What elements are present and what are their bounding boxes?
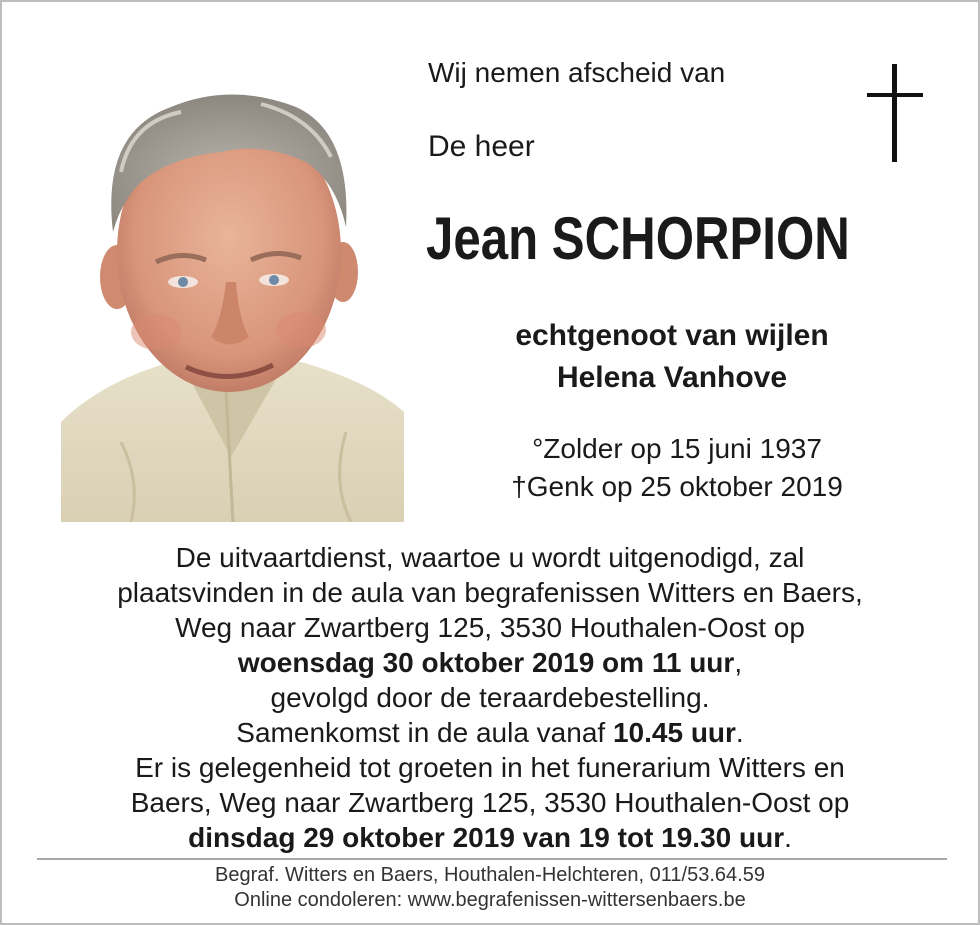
title-prefix: De heer bbox=[428, 130, 535, 163]
service-date-suffix: , bbox=[734, 647, 743, 678]
funeral-home-info: Begraf. Witters en Baers, Houthalen-Helchteren, 011/53.64.59 bbox=[215, 864, 765, 886]
visitation-line: Er is gelegenheid tot groeten in het funerarium Witters en bbox=[135, 752, 845, 783]
online-condolence-info: Online condoleren: www.begrafenissen-wittersenbaers.be bbox=[234, 889, 746, 911]
visitation-line: Baers, Weg naar Zwartberg 125, 3530 Houthalen-Oost op bbox=[130, 787, 850, 818]
visitation-date: dinsdag 29 oktober 2019 van 19 tot 19.30 uur bbox=[188, 822, 785, 853]
spouse-name: Helena Vanhove bbox=[556, 361, 788, 394]
funeral-details bbox=[2, 540, 978, 855]
visitation-date-suffix: . bbox=[784, 822, 792, 853]
death-info: †Genk op 25 oktober 2019 bbox=[511, 471, 843, 502]
visitation-date-line bbox=[2, 820, 978, 855]
service-line: gevolgd door de teraardebestelling. bbox=[270, 682, 710, 713]
gathering-time: 10.45 uur bbox=[612, 717, 736, 748]
service-line: plaatsvinden in de aula van begrafenissen Witters en Baers, bbox=[117, 577, 863, 608]
gathering-prefix: Samenkomst in de aula vanaf bbox=[236, 717, 613, 748]
deceased-name: Jean SCHORPION bbox=[426, 205, 850, 272]
intro-text: Wij nemen afscheid van bbox=[428, 57, 726, 88]
service-line: Weg naar Zwartberg 125, 3530 Houthalen-Oost op bbox=[175, 612, 805, 643]
service-line: De uitvaartdienst, waartoe u wordt uitgenodigd, zal bbox=[175, 542, 805, 573]
footer-divider bbox=[37, 858, 947, 860]
gathering-line bbox=[2, 715, 978, 750]
service-date: woensdag 30 oktober 2019 om 11 uur bbox=[237, 647, 735, 678]
service-date-line bbox=[2, 645, 978, 680]
spouse-relation: echtgenoot van wijlen bbox=[515, 319, 829, 352]
portrait-photo bbox=[61, 62, 404, 522]
gathering-suffix: . bbox=[735, 717, 744, 748]
cross-icon bbox=[865, 64, 925, 162]
birth-info: °Zolder op 15 juni 1937 bbox=[532, 433, 822, 464]
